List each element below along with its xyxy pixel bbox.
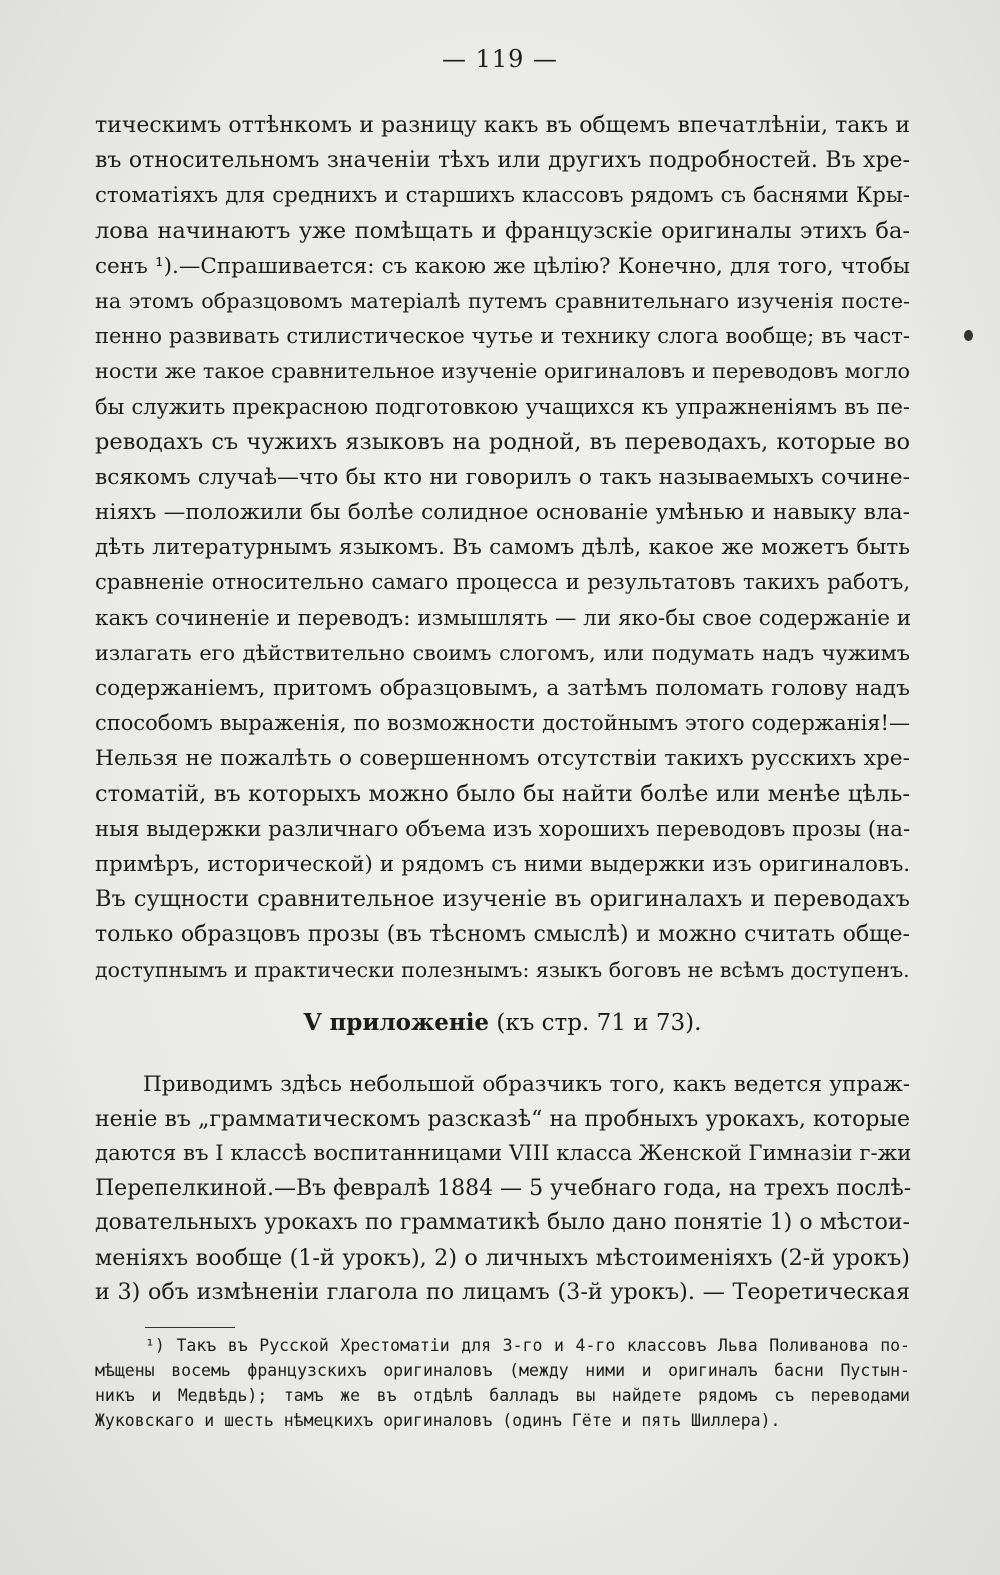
section-heading-title: V приложеніе [303,1009,490,1036]
section-heading [95,1003,910,1043]
text-line: въ относительномъ значеніи тѣхъ или другихъ подробностей. Въ хре- [95,148,910,174]
footnote-line: мѣщены восемь французскихъ оригиналовъ (между ними и оригиналъ басни Пустын- [95,1361,910,1380]
ink-blot [964,330,973,341]
text-line: меніяхъ вообще (1-й урокъ), 2) о личныхъ мѣстоименіяхъ (2-й урокъ) [95,1244,910,1271]
text-line: ныя выдержки различнаго объема изъ хорошихъ переводовъ прозы (на- [95,816,911,842]
footnote [95,1333,910,1433]
footnote-line: ¹) Такъ въ Русской Хрестоматіи для 3-го и 4-го классовъ Льва Поливанова по- [145,1336,910,1355]
text-line: Въ сущности сравнительное изученіе въ оригиналахъ и переводахъ [95,886,910,913]
main-paragraph [95,108,910,988]
text-line: содержаніемъ, притомъ образцовымъ, а затѣмъ поломать голову надъ [95,676,910,701]
text-line: какъ сочиненіе и переводъ: измышлять — ли яко-бы свое содержаніе и [95,605,912,631]
text-line: ности же такое сравнительное изученіе оригиналовъ и переводовъ могло [95,359,910,384]
text-line: примѣръ, исторической) и рядомъ съ ними выдержки изъ оригиналовъ. [95,851,910,877]
text-line: довательныхъ урокахъ по грамматикѣ было дано понятіе 1) о мѣстои- [95,1210,910,1235]
text-line: сенъ ¹).—Спрашивается: съ какою же цѣлію? Конечно, для того, чтобы [95,253,910,279]
text-line: дѣть литературнымъ языкомъ. Въ самомъ дѣлѣ, какое же можетъ быть [95,535,910,561]
section-heading-reference: (къ стр. 71 и 73). [489,1010,702,1036]
text-line: на этомъ образцовомъ матеріалѣ путемъ сравнительнаго изученія посте- [95,288,910,313]
text-line: только образцовъ прозы (въ тѣсномъ смыслѣ) и можно считать обще- [95,922,910,948]
footnote-line: Жуковскаго и шесть нѣмецкихъ оригиналовъ (одинъ Гёте и пять Шиллера). [95,1411,781,1430]
text-line: даются въ I классѣ воспитанницами VIII класса Женской Гимназіи г-жи [95,1141,912,1166]
text-line: лова начинаютъ уже помѣщать и французскіе оригиналы этихъ ба- [95,217,910,244]
text-line: Перепелкиной.—Въ февралѣ 1884 — 5 учебнаго года, на трехъ послѣ- [95,1175,912,1201]
text-line: всякомъ случаѣ—что бы кто ни говорилъ о такъ называемыхъ сочине- [95,464,910,490]
text-line: сравненіе относительно самаго процесса и результатовъ такихъ работъ, [95,570,910,595]
text-line: тическимъ оттѣнкомъ и разницу какъ въ общемъ впечатлѣніи, такъ и [95,113,910,138]
text-line: Нельзя не пожалѣть о совершенномъ отсутствіи такихъ русскихъ хре- [95,746,910,772]
text-line: бы служить прекрасною подготовкою учащихся къ упражненіямъ въ пе- [95,394,910,419]
footnote-line: никъ и Медвѣдь); тамъ же въ отдѣлѣ балладъ вы найдете рядомъ съ переводами [95,1386,910,1405]
text-line: способомъ выраженія, по возможности достойнымъ этого содержанія!— [95,711,910,736]
text-line: ніяхъ —положили бы болѣе солидное основаніе умѣнью и навыку вла- [95,500,910,526]
text-line: доступнымъ и практически полезнымъ: языкъ боговъ не всѣмъ доступенъ. [95,957,910,982]
text-line: и 3) объ измѣненіи глагола по лицамъ (3-й урокъ). — Теоретическая [95,1279,910,1305]
text-line: стоматій, въ которыхъ можно было бы найти болѣе или менѣе цѣль- [95,780,910,807]
section-paragraph [95,1068,910,1310]
text-line: излагать его дѣйствительно своимъ слогомъ, или подумать надъ чужимъ [95,640,910,665]
text-line: реводахъ съ чужихъ языковъ на родной, въ переводахъ, которые во [95,428,910,455]
page-number: — 119 — [441,45,559,73]
text-line: неніе въ „грамматическомъ разсказѣ“ на пробныхъ урокахъ, которые [95,1106,910,1132]
text-line: стоматіяхъ для среднихъ и старшихъ классовъ рядомъ съ баснями Кры- [95,183,910,209]
text-line: пенно развивать стилистическое чутье и технику слога вообще; въ част- [95,324,910,349]
footnote-divider [145,1327,235,1328]
text-line: Приводимъ здѣсь небольшой образчикъ того, какъ ведется упраж- [143,1072,910,1097]
